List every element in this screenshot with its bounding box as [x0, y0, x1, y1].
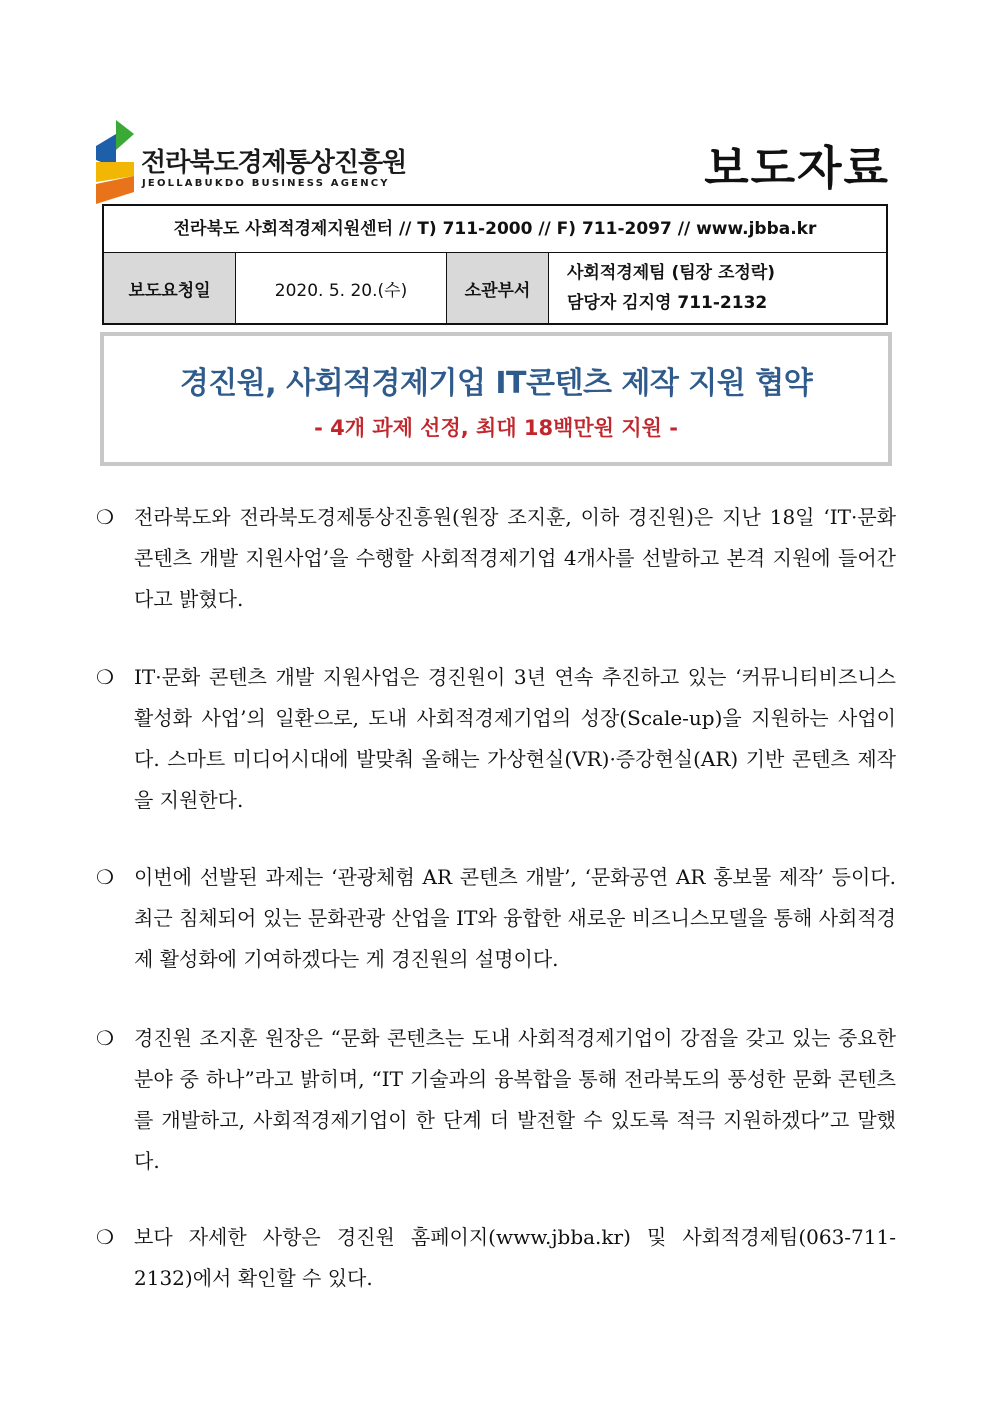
bullet-circle-icon: ❍ [96, 505, 114, 529]
bullet-circle-icon: ❍ [96, 665, 114, 689]
headline-box [100, 332, 892, 466]
document-type-title: 보도자료 [704, 141, 890, 195]
body-paragraph-1 [96, 497, 896, 620]
request-date-value: 2020. 5. 20.(수) [236, 253, 447, 323]
body-paragraph-2 [96, 657, 896, 821]
body-paragraph-5 [96, 1217, 896, 1299]
agency-logo [94, 120, 407, 206]
request-date-label: 보도요청일 [104, 253, 236, 323]
press-info-table [102, 204, 888, 325]
paragraph-text: 보다 자세한 사항은 경진원 홈페이지(www.jbba.kr) 및 사회적경제팀(063-711-2132)에서 확인할 수 있다. [134, 1225, 896, 1290]
paragraph-text: 이번에 선발된 과제는 ‘관광체험 AR 콘텐츠 개발’, ‘문화공연 AR 홍보물 제작’ 등이다. 최근 침체되어 있는 문화관광 산업을 IT와 융합한 새로운 비즈니스모델을 통해 사회적경제 활성화에 기여하겠다는 게 경진원의 설명이다. [134, 865, 896, 971]
org-name-en: JEOLLABUKDO BUSINESS AGENCY [142, 178, 390, 189]
paragraph-text: IT·문화 콘텐츠 개발 지원사업은 경진원이 3년 연속 추진하고 있는 ‘커뮤니티비즈니스 활성화 사업’의 일환으로, 도내 사회적경제기업의 성장(Scale-up)을 지원하는 사업이다. 스마트 미디어시대에 발맞춰 올해는 가상현실(VR)·증강현실(AR) 기반 콘텐츠 제작을 지원한다. [134, 665, 896, 812]
paragraph-text: 전라북도와 전라북도경제통상진흥원(원장 조지훈, 이하 경진원)은 지난 18일 ‘IT·문화 콘텐츠 개발 지원사업’을 수행할 사회적경제기업 4개사를 선발하고 본격 지원에 들어간다고 밝혔다. [134, 505, 896, 611]
org-name-ko: 전라북도경제통상진흥원 [141, 148, 407, 178]
bullet-circle-icon: ❍ [96, 1026, 114, 1050]
headline-title: 경진원, 사회적경제기업 IT콘텐츠 제작 지원 협약 [179, 366, 813, 401]
department-team: 사회적경제팀 (팀장 조정락) [567, 263, 776, 283]
department-label: 소관부서 [447, 253, 549, 323]
body-paragraph-4 [96, 1018, 896, 1182]
bullet-circle-icon: ❍ [96, 865, 114, 889]
body-paragraph-3 [96, 857, 896, 980]
bullet-circle-icon: ❍ [96, 1225, 114, 1249]
headline-subtitle: - 4개 과제 선정, 최대 18백만원 지원 - [314, 416, 678, 440]
department-value [549, 253, 886, 323]
meta-row [104, 253, 886, 323]
department-contact: 담당자 김지영 711-2132 [567, 293, 768, 313]
agency-emblem-icon [94, 120, 140, 206]
paragraph-text: 경진원 조지훈 원장은 “문화 콘텐츠는 도내 사회적경제기업이 강점을 갖고 있는 중요한 분야 중 하나”라고 밝히며, “IT 기술과의 융복합을 통해 전라북도의 풍성한 문화 콘텐츠를 개발하고, 사회적경제기업이 한 단계 더 발전할 수 있도록 적극 지원하겠다”고 말했다. [134, 1026, 896, 1173]
contact-line: 전라북도 사회적경제지원센터 // T) 711-2000 // F) 711-2097 // www.jbba.kr [104, 206, 886, 253]
